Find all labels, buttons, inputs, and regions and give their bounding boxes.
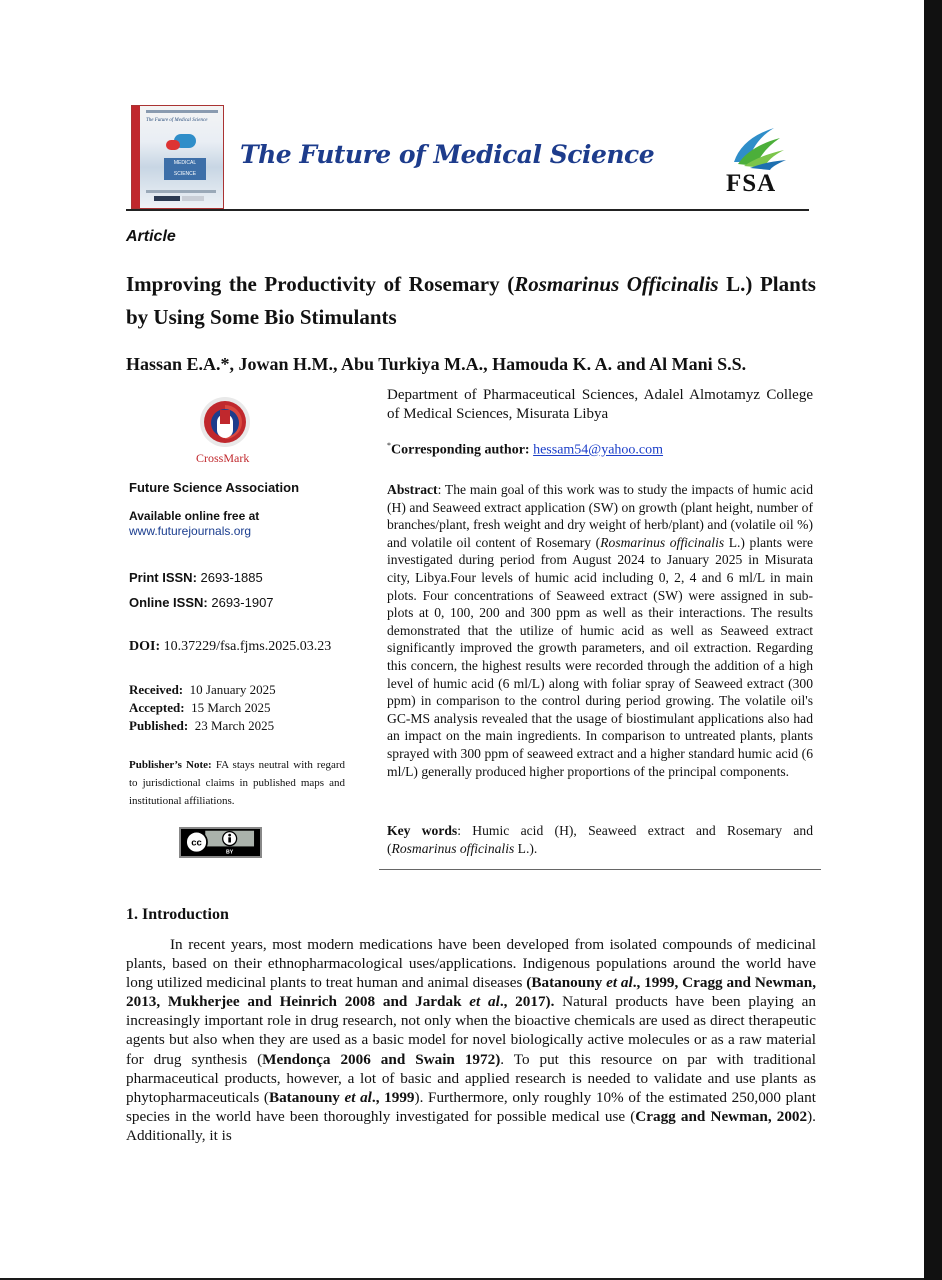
received-value: 10 January 2025 <box>189 682 276 697</box>
keywords-label: Key words <box>387 823 458 838</box>
intro-citation-4: Cragg and Newman, 2002 <box>635 1107 808 1125</box>
cover-footer-block-2 <box>182 196 204 201</box>
cover-bottom-line <box>146 190 216 193</box>
corresponding-author <box>387 441 663 459</box>
received-label: Received: <box>129 682 184 697</box>
publisher-note <box>129 756 345 810</box>
intro-citation-1b: et al <box>606 974 633 992</box>
print-issn-label: Print ISSN: <box>129 570 197 585</box>
keywords <box>387 822 813 857</box>
license-badge-text: BY <box>226 849 234 856</box>
svg-text:cc: cc <box>191 837 202 849</box>
intro-text-1: In recent years, most modern medications have been developed from isolated compounds of medicinal plants, based on their ethnopharmacological uses/applications. Indigenous populations around the world have long utilized medicinal plants to treat human and animal diseases <box>126 936 816 992</box>
cover-accent-strip <box>132 106 140 209</box>
intro-citation-1e: ., 2017). <box>499 993 555 1011</box>
intro-text-5: ). Additionally, it is <box>126 1107 816 1144</box>
intro-citation-3c: ., 1999 <box>371 1088 415 1106</box>
scan-edge <box>924 0 942 1280</box>
journal-website-link[interactable]: www.futurejournals.org <box>129 524 252 538</box>
print-issn <box>129 570 263 585</box>
association-name: Future Science Association <box>129 480 300 495</box>
abstract <box>387 481 813 780</box>
doi-value[interactable]: 10.37229/fsa.fjms.2025.03.23 <box>163 639 332 654</box>
abstract-divider <box>379 869 821 870</box>
corresponding-email-link[interactable]: hessam54@yahoo.com <box>533 442 664 458</box>
fsa-logo-letters: FSA <box>726 170 777 197</box>
online-issn <box>129 595 274 610</box>
doi-label: DOI: <box>129 639 161 654</box>
accepted-label: Accepted: <box>129 700 185 715</box>
publisher-note-label: Publisher’s Note: <box>129 759 212 771</box>
publisher-note-text: FA stays neutral with regard to jurisdictional claims in published maps and institutional affiliations. <box>129 759 346 807</box>
intro-citation-2: Mendonça 2006 and Swain 1972) <box>262 1050 501 1068</box>
availability-label: Available online free at <box>129 509 260 523</box>
intro-citation-1d: et al <box>469 993 500 1011</box>
corresponding-label: Corresponding author: <box>391 442 530 458</box>
journal-cover-thumbnail <box>131 105 224 209</box>
intro-citation-1a: (Batanouny <box>526 974 607 992</box>
keywords-text-2: L.). <box>514 840 538 856</box>
published-value: 23 March 2025 <box>194 718 275 733</box>
published-date <box>129 718 274 734</box>
introduction-paragraph <box>126 935 816 1145</box>
header-rule <box>126 209 809 211</box>
keywords-species: Rosmarinus officinalis <box>391 840 515 856</box>
abstract-text-2: L.) plants were investigated during period from August 2024 to January 2025 in Misurata city, Libya.Four levels of humic acid including 0, 2, 4 and 6 ml/L in main plots. Four concentrations of Seaweed extract (SW) were assigned in sub-plots at 0, 100, 200 and 300 ppm as well as their interactions. The results demonstrated that the utilize of humic acid as well as Seaweed extract significantly improved the growth parameters, and oil extraction. Regarding this concern, the highest results were recorded through the addition of a high level of humic acid (6 ml/L) along with foliar spray of Seaweed extract (300 ppm) in comparison to the control during period growing. The volatile oil's GC-MS analysis revealed that the usage of biostimulant applications also had an impact on the main ingredients. In comparison to untreated plants, plants sprayed with 300 ppm of seaweed extract and a higher standard humic acid (6 ml/L) generally produced higher proportions of the principal components. <box>387 534 813 779</box>
cover-footer-block <box>154 196 180 201</box>
paper-title <box>126 268 816 334</box>
fsa-logo-text <box>726 170 776 198</box>
cover-pill-icon <box>166 140 180 150</box>
crossmark-label: CrossMark <box>196 451 250 465</box>
intro-citation-3a: Batanouny <box>268 1088 345 1106</box>
doi <box>129 639 331 655</box>
online-issn-value: 2693-1907 <box>211 595 274 610</box>
intro-text-4: ). Furthermore, only roughly 10% of the estimated 250,000 plant species in the world have been thoroughly investigated for possible medical use ( <box>126 1088 816 1125</box>
cover-title: The Future of Medical Science <box>146 118 208 123</box>
print-issn-value: 2693-1885 <box>200 570 263 585</box>
intro-text-3: . To put this resource on par with traditional pharmaceutical products, however, a lot of basic and applied research is needed to validate and use plants as phytopharmaceuticals ( <box>126 1050 816 1106</box>
article-type-label: Article <box>126 228 176 245</box>
corresponding-marker: * <box>387 441 391 450</box>
fsa-swoosh-logo-icon <box>728 124 790 172</box>
journal-title: The Future of Medical Science <box>240 140 655 169</box>
accepted-date <box>129 700 271 716</box>
received-date <box>129 682 276 698</box>
title-part-1: Improving the Productivity of Rosemary ( <box>126 272 515 296</box>
intro-citation-3b: et al <box>344 1088 372 1106</box>
author-list: Hassan E.A.*, Jowan H.M., Abu Turkiya M.A., Hamouda K. A. and Al Mani S.S. <box>126 354 747 374</box>
cover-badge: MEDICAL SCIENCE <box>164 158 206 180</box>
abstract-species: Rosmarinus officinalis <box>600 534 725 550</box>
abstract-text-1: : The main goal of this work was to study the impacts of humic acid (H) and Seaweed extract application (SW) on growth (plant height, number of branches/plant, fresh weight and dry weight of herb/plant) and (volatile oil %) and volatile oil content of Rosemary ( <box>387 482 813 550</box>
accepted-value: 15 March 2025 <box>191 700 271 715</box>
intro-citation-1c: ., 1999, Cragg and Newman, 2013, Mukherjee and Heinrich 2008 and Jardak <box>126 974 816 1011</box>
title-part-2: L.) Plants by Using Some Bio Stimulants <box>126 272 816 329</box>
online-issn-label: Online ISSN: <box>129 595 208 610</box>
keywords-text-1: : Humic acid (H), Seaweed extract and Rosemary and ( <box>387 823 813 856</box>
cover-top-line <box>146 110 218 113</box>
introduction-heading: 1. Introduction <box>126 906 229 923</box>
author-affiliation: Department of Pharmaceutical Sciences, Adalel Almotamyz College of Medical Sciences, Misurata Libya <box>387 387 813 422</box>
cc-by-license-icon[interactable] <box>179 827 262 858</box>
title-species: Rosmarinus Officinalis <box>514 272 719 296</box>
published-label: Published: <box>129 718 189 733</box>
intro-text-2: Natural products have been playing an increasingly important role in drug research, not only when the bioactive chemicals are used as direct therapeutic agents but also when they are used as a basic model for novel biologically active molecules or as a raw material for drug synthesis ( <box>126 993 816 1068</box>
abstract-label: Abstract <box>387 482 438 497</box>
